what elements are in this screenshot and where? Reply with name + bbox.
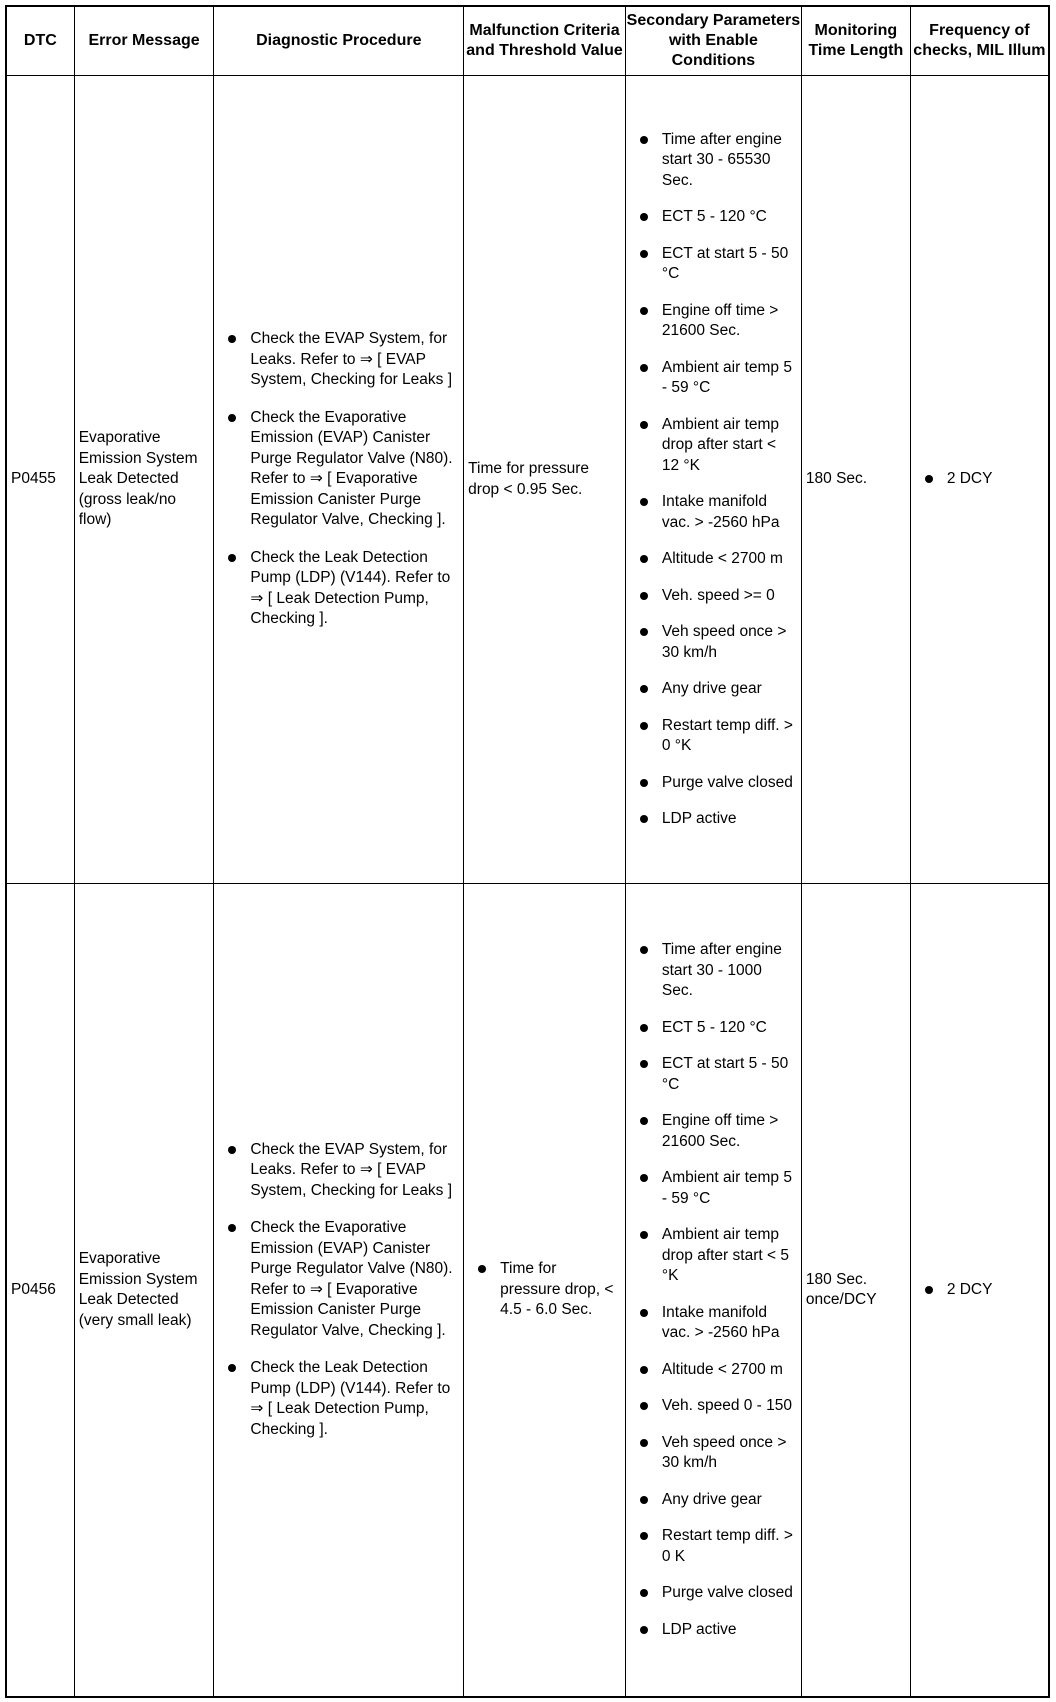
error-message: Evaporative Emission System Leak Detected (gross leak/no flow) bbox=[74, 76, 214, 884]
table-row bbox=[6, 76, 1049, 884]
bullet-icon bbox=[640, 722, 648, 730]
frequency-cell bbox=[910, 884, 1049, 1698]
bullet-icon bbox=[228, 1224, 236, 1232]
bullet-icon bbox=[640, 213, 648, 221]
header-secondary-parameters: Secondary Parameters with Enable Conditions bbox=[625, 6, 801, 76]
condition-item: Veh speed once > 30 km/h bbox=[640, 622, 797, 663]
monitoring-time: 180 Sec. bbox=[801, 76, 910, 884]
secondary-parameters-cell bbox=[625, 76, 801, 884]
header-error-message: Error Message bbox=[74, 6, 214, 76]
bullet-icon bbox=[640, 421, 648, 429]
bullet-icon bbox=[640, 307, 648, 315]
bullet-icon bbox=[640, 1532, 648, 1540]
condition-item: ECT at start 5 - 50 °C bbox=[640, 244, 797, 285]
bullet-icon bbox=[228, 414, 236, 422]
condition-item: Any drive gear bbox=[640, 1490, 797, 1511]
frequency-cell bbox=[910, 76, 1049, 884]
bullet-icon bbox=[640, 628, 648, 636]
condition-item: Altitude < 2700 m bbox=[640, 549, 797, 570]
bullet-icon bbox=[228, 1364, 236, 1372]
bullet-icon bbox=[925, 1286, 933, 1294]
condition-item: Ambient air temp drop after start < 5 °K bbox=[640, 1225, 797, 1287]
bullet-icon bbox=[640, 1402, 648, 1410]
bullet-icon bbox=[640, 1309, 648, 1317]
condition-item: LDP active bbox=[640, 809, 797, 830]
bullet-icon bbox=[640, 1589, 648, 1597]
header-diagnostic-procedure: Diagnostic Procedure bbox=[214, 6, 464, 76]
bullet-icon bbox=[640, 946, 648, 954]
bullet-icon bbox=[640, 779, 648, 787]
procedure-item: Check the Leak Detection Pump (LDP) (V144). Refer to ⇒ [ Leak Detection Pump, Checking ]. bbox=[228, 548, 457, 630]
condition-item: Ambient air temp 5 - 59 °C bbox=[640, 358, 797, 399]
condition-item: Altitude < 2700 m bbox=[640, 1360, 797, 1381]
bullet-icon bbox=[640, 1496, 648, 1504]
bullet-icon bbox=[640, 364, 648, 372]
procedure-item: Check the Evaporative Emission (EVAP) Canister Purge Regulator Valve (N80). Refer to ⇒ [ Evaporative Emission Canister Purge Regulator Valve, Checking ]. bbox=[228, 408, 457, 531]
bullet-icon bbox=[640, 1439, 648, 1447]
error-message: Evaporative Emission System Leak Detected (very small leak) bbox=[74, 884, 214, 1698]
condition-item: Veh. speed >= 0 bbox=[640, 586, 797, 607]
condition-item: ECT at start 5 - 50 °C bbox=[640, 1054, 797, 1095]
bullet-icon bbox=[478, 1265, 486, 1273]
bullet-icon bbox=[640, 815, 648, 823]
dtc-code: P0455 bbox=[6, 76, 74, 884]
monitoring-time: 180 Sec. once/DCY bbox=[801, 884, 910, 1698]
bullet-icon bbox=[640, 1174, 648, 1182]
condition-item: Veh speed once > 30 km/h bbox=[640, 1433, 797, 1474]
condition-item: Ambient air temp drop after start < 12 °K bbox=[640, 415, 797, 477]
condition-item: Restart temp diff. > 0 K bbox=[640, 1526, 797, 1567]
bullet-icon bbox=[640, 1366, 648, 1374]
secondary-parameters-cell bbox=[625, 884, 801, 1698]
condition-item: Intake manifold vac. > -2560 hPa bbox=[640, 1303, 797, 1344]
bullet-icon bbox=[640, 1626, 648, 1634]
condition-item: Engine off time > 21600 Sec. bbox=[640, 301, 797, 342]
diagnostic-procedure-cell bbox=[214, 76, 464, 884]
bullet-icon bbox=[640, 1117, 648, 1125]
condition-item: Time after engine start 30 - 1000 Sec. bbox=[640, 940, 797, 1002]
bullet-icon bbox=[925, 475, 933, 483]
condition-item: Time after engine start 30 - 65530 Sec. bbox=[640, 130, 797, 192]
malfunction-criteria: Time for pressure drop < 0.95 Sec. bbox=[464, 76, 626, 884]
dtc-document bbox=[5, 5, 1050, 1698]
bullet-icon bbox=[640, 136, 648, 144]
procedure-item: Check the Leak Detection Pump (LDP) (V144). Refer to ⇒ [ Leak Detection Pump, Checking ]. bbox=[228, 1358, 457, 1440]
table-row bbox=[6, 884, 1049, 1698]
bullet-icon bbox=[640, 555, 648, 563]
condition-item: LDP active bbox=[640, 1620, 797, 1641]
condition-item: ECT 5 - 120 °C bbox=[640, 1018, 797, 1039]
malfunction-item: Time for pressure drop, < 4.5 - 6.0 Sec. bbox=[478, 1259, 621, 1321]
bullet-icon bbox=[228, 1146, 236, 1154]
bullet-icon bbox=[640, 1024, 648, 1032]
procedure-item: Check the EVAP System, for Leaks. Refer to ⇒ [ EVAP System, Checking for Leaks ] bbox=[228, 1140, 457, 1202]
bullet-icon bbox=[640, 498, 648, 506]
condition-item: Restart temp diff. > 0 °K bbox=[640, 716, 797, 757]
condition-item: Intake manifold vac. > -2560 hPa bbox=[640, 492, 797, 533]
bullet-icon bbox=[228, 335, 236, 343]
condition-item: ECT 5 - 120 °C bbox=[640, 207, 797, 228]
bullet-icon bbox=[640, 592, 648, 600]
header-row bbox=[6, 6, 1049, 76]
bullet-icon bbox=[640, 1231, 648, 1239]
bullet-icon bbox=[640, 250, 648, 258]
condition-item: Purge valve closed bbox=[640, 773, 797, 794]
header-dtc: DTC bbox=[6, 6, 74, 76]
diagnostic-procedure-cell bbox=[214, 884, 464, 1698]
header-malfunction-criteria: Malfunction Criteria and Threshold Value bbox=[464, 6, 626, 76]
bullet-icon bbox=[640, 1060, 648, 1068]
procedure-item: Check the Evaporative Emission (EVAP) Canister Purge Regulator Valve (N80). Refer to ⇒ [ Evaporative Emission Canister Purge Regulator Valve, Checking ]. bbox=[228, 1218, 457, 1341]
header-monitoring-time: Monitoring Time Length bbox=[801, 6, 910, 76]
condition-item: Engine off time > 21600 Sec. bbox=[640, 1111, 797, 1152]
frequency-item: 2 DCY bbox=[925, 1280, 1044, 1301]
dtc-table bbox=[5, 5, 1050, 1698]
frequency-item: 2 DCY bbox=[925, 469, 1044, 490]
condition-item: Purge valve closed bbox=[640, 1583, 797, 1604]
header-frequency: Frequency of checks, MIL Illum bbox=[910, 6, 1049, 76]
condition-item: Any drive gear bbox=[640, 679, 797, 700]
condition-item: Veh. speed 0 - 150 bbox=[640, 1396, 797, 1417]
malfunction-criteria-cell bbox=[464, 884, 626, 1698]
bullet-icon bbox=[640, 685, 648, 693]
procedure-item: Check the EVAP System, for Leaks. Refer to ⇒ [ EVAP System, Checking for Leaks ] bbox=[228, 329, 457, 391]
dtc-code: P0456 bbox=[6, 884, 74, 1698]
bullet-icon bbox=[228, 554, 236, 562]
condition-item: Ambient air temp 5 - 59 °C bbox=[640, 1168, 797, 1209]
